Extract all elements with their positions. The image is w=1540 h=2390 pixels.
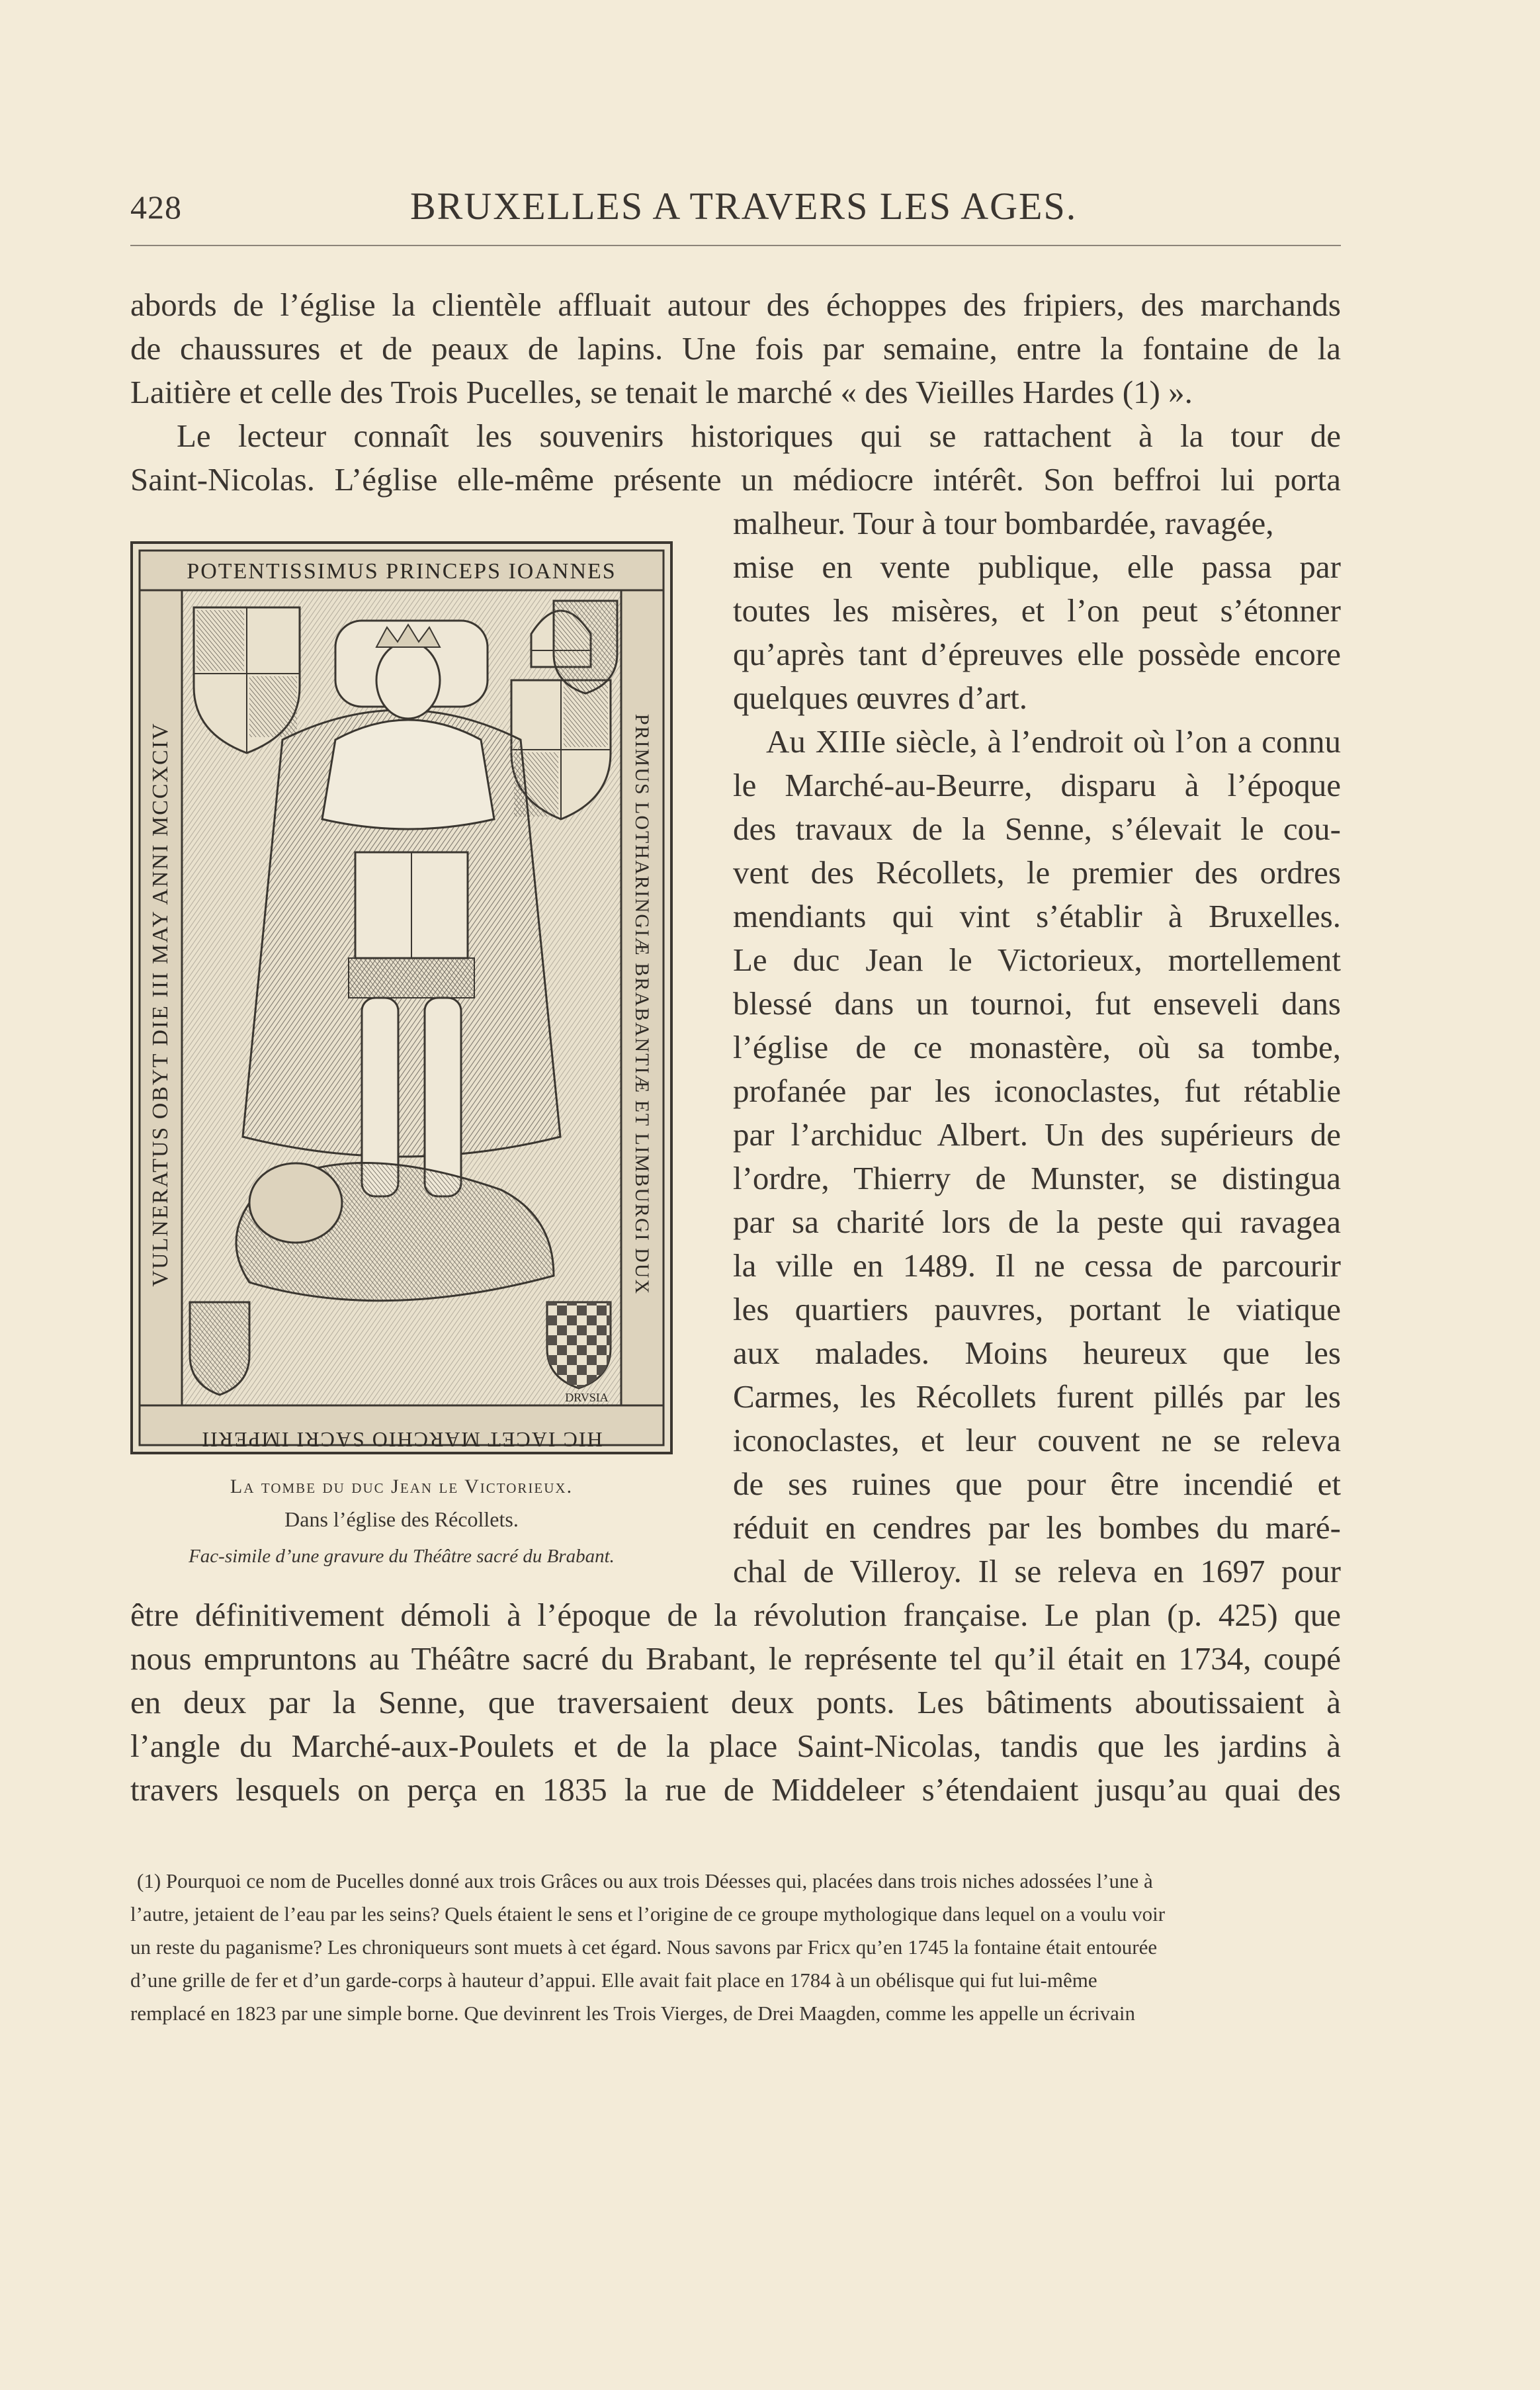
caption-location: Dans l’église des Récollets. <box>284 1507 519 1531</box>
footnote-line: remplacé en 1823 par une simple borne. Que devinrent les Trois Vierges, de Drei Maagden, comme les appelle un écrivain <box>130 2002 1135 2025</box>
body-line: l’ordre, Thierry de Munster, se distingua <box>733 1160 1341 1196</box>
body-line: mise en vente publique, elle passa par <box>733 549 1341 585</box>
inscription-top: POTENTISSIMUS PRINCEPS IOANNES <box>187 559 617 584</box>
page-number: 428 <box>130 189 182 226</box>
body-line: malheur. Tour à tour bombardée, ravagée, <box>733 505 1274 541</box>
body-line: Le lecteur connaît les souvenirs historiques qui se rattachent à la tour de <box>177 418 1341 454</box>
body-line: de ses ruines que pour être incendié et <box>733 1466 1341 1502</box>
corner-label: DRVSIA <box>565 1391 609 1404</box>
body-line: blessé dans un tournoi, fut enseveli dans <box>733 985 1341 1022</box>
body-line: qu’après tant d’épreuves elle possède encore <box>733 636 1341 672</box>
caption-source: Fac-simile d’une gravure du Théâtre sacré du Brabant. <box>189 1546 615 1567</box>
body-line: nous empruntons au Théâtre sacré du Brabant, le représente tel qu’il était en 1734, coupé <box>130 1640 1341 1677</box>
body-line: Carmes, les Récollets furent pillés par les <box>733 1378 1341 1415</box>
body-line: iconoclastes, et leur couvent ne se releva <box>733 1422 1341 1458</box>
body-line: des travaux de la Senne, s’élevait le cou- <box>733 811 1341 847</box>
body-line: les quartiers pauvres, portant le viatique <box>733 1291 1341 1327</box>
footnote-line: l’autre, jetaient de l’eau par les seins? Quels étaient le sens et l’origine de ce groupe mythologique dans lequel on a voulu voir <box>130 1902 1166 1925</box>
checkered-shield-icon <box>547 1302 611 1388</box>
body-line: réduit en cendres par les bombes du maré- <box>733 1509 1341 1546</box>
body-line: en deux par la Senne, que traversaient deux ponts. Les bâtiments aboutissaient à <box>130 1684 1341 1720</box>
inscription-bottom: HIC IACET MARCHIO SACRI IMPERII <box>200 1428 603 1452</box>
footnote-line: (1) Pourquoi ce nom de Pucelles donné aux trois Grâces ou aux trois Déesses qui, placées dans trois niches adossées l’une à <box>137 1869 1153 1892</box>
body-line: vent des Récollets, le premier des ordres <box>733 854 1341 891</box>
body-line: être définitivement démoli à l’époque de la révolution française. Le plan (p. 425) que <box>130 1597 1341 1633</box>
caption-title: La tombe du duc Jean le Victorieux. <box>230 1476 574 1497</box>
body-line: Saint-Nicolas. L’église elle-même présente un médiocre intérêt. Son beffroi lui porta <box>130 461 1341 498</box>
body-line: Laitière et celle des Trois Pucelles, se tenait le marché « des Vieilles Hardes (1) ». <box>130 374 1193 410</box>
corner-shield-bottom-left-icon <box>190 1302 249 1395</box>
running-head: BRUXELLES A TRAVERS LES AGES. <box>410 185 1078 228</box>
inscription-left: VULNERATUS OBYT DIE III MAY ANNI MCCXCIV <box>148 722 173 1287</box>
body-line: Au XIIIe siècle, à l’endroit où l’on a connu <box>766 723 1341 760</box>
body-line: Le duc Jean le Victorieux, mortellement <box>733 942 1341 978</box>
inscription-right: PRIMUS LOTHARINGIÆ BRABANTIÆ ET LIMBURGI DUX <box>631 713 653 1296</box>
body-line: quelques œuvres d’art. <box>733 680 1027 716</box>
body-line: aux malades. Moins heureux que les <box>733 1335 1341 1371</box>
tomb-engraving <box>130 541 673 1454</box>
body-line: par l’archiduc Albert. Un des supérieurs de <box>733 1116 1341 1153</box>
header-rule <box>130 245 1341 246</box>
body-line: par sa charité lors de la peste qui ravagea <box>733 1204 1341 1240</box>
body-line: travers lesquels on perça en 1835 la rue de Middeleer s’étendaient jusqu’au quai des <box>130 1771 1341 1808</box>
body-line: l’angle du Marché-aux-Poulets et de la place Saint-Nicolas, tandis que les jardins à <box>130 1728 1341 1764</box>
body-line: l’église de ce monastère, où sa tombe, <box>733 1029 1341 1065</box>
body-line: de chaussures et de peaux de lapins. Une fois par semaine, entre la fontaine de la <box>130 330 1341 367</box>
body-line: la ville en 1489. Il ne cessa de parcourir <box>733 1247 1341 1284</box>
corner-shield-top-right-icon <box>554 601 617 693</box>
body-line: le Marché-au-Beurre, disparu à l’époque <box>733 767 1341 803</box>
body-line: profanée par les iconoclastes, fut rétablie <box>733 1073 1341 1109</box>
footnote-line: un reste du paganisme? Les chroniqueurs sont muets à cet égard. Nous savons par Fricx qu’en 1745 la fontaine était entourée <box>130 1935 1158 1959</box>
body-line: toutes les misères, et l’on peut s’étonner <box>733 592 1341 629</box>
body-line: mendiants qui vint s’établir à Bruxelles. <box>733 898 1341 934</box>
footnote-line: d’une grille de fer et d’un garde-corps à hauteur d’appui. Elle avait fait place en 1784 à un obélisque qui fut lui-même <box>130 1969 1097 1992</box>
body-line: chal de Villeroy. Il se releva en 1697 pour <box>733 1553 1341 1589</box>
body-line: abords de l’église la clientèle affluait autour des échoppes des fripiers, des marchands <box>130 287 1341 323</box>
